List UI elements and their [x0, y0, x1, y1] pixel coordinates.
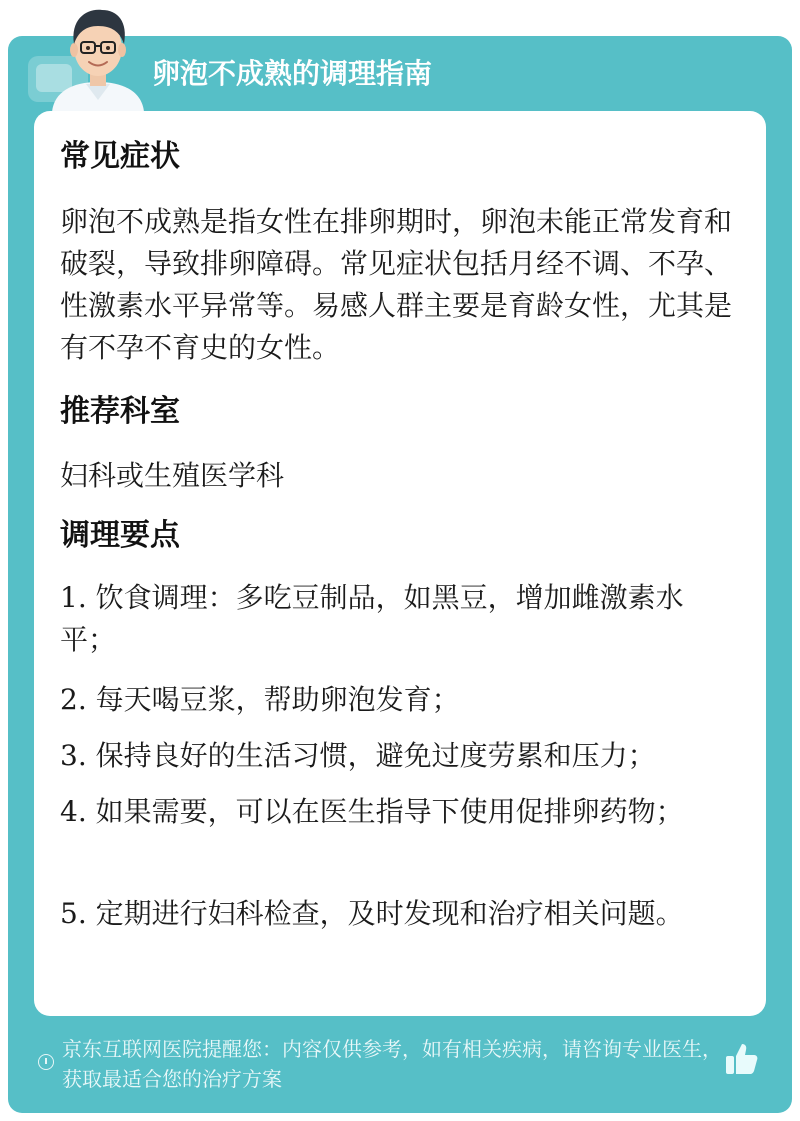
section-heading-symptoms: 常见症状: [60, 139, 180, 174]
list-item: 3. 保持良好的生活习惯，避免过度劳累和压力；: [60, 739, 656, 772]
info-icon: [38, 1054, 54, 1070]
list-item: 4. 如果需要，可以在医生指导下使用促排卵药物；: [60, 795, 684, 828]
list-item: 1. 饮食调理：多吃豆制品，如黑豆，增加雌激素水平；: [60, 581, 684, 656]
section-heading-care-points: 调理要点: [60, 518, 180, 553]
section-heading-department: 推荐科室: [60, 394, 180, 429]
content-card: [34, 111, 766, 1016]
symptoms-text: 卵泡不成熟是指女性在排卵期时，卵泡未能正常发育和破裂，导致排卵障碍。常见症状包括月经不调、不孕、性激素水平异常等。易感人群主要是育龄女性，尤其是有不孕不育史的女性。: [60, 205, 733, 364]
list-item: 2. 每天喝豆浆，帮助卵泡发育；: [60, 683, 460, 716]
doctor-avatar-icon: [48, 0, 148, 112]
footer-disclaimer: 京东互联网医院提醒您：内容仅供参考，如有相关疾病，请咨询专业医生，获取最适合您的治疗方案: [62, 1037, 722, 1091]
thumbs-up-icon[interactable]: [722, 1040, 760, 1078]
page-title: 卵泡不成熟的调理指南: [152, 57, 433, 90]
department-text: 妇科或生殖医学科: [60, 459, 285, 492]
list-item: 5. 定期进行妇科检查，及时发现和治疗相关问题。: [60, 897, 684, 930]
